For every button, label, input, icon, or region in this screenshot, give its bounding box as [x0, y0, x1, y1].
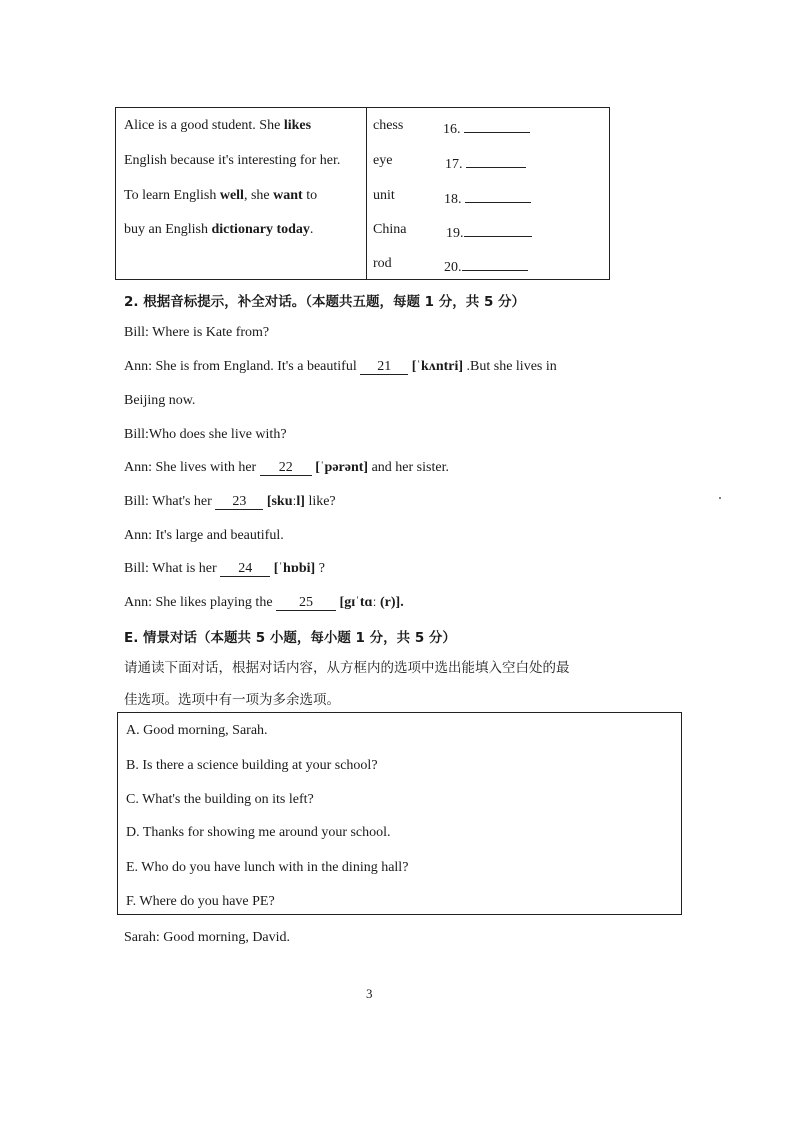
answer-16	[443, 118, 530, 138]
word-rod: rod	[373, 256, 392, 271]
passage-line-3	[124, 188, 317, 204]
phonetic-23: [skuːl]	[266, 494, 305, 509]
passage-line-2: English because it's interesting for her.	[124, 153, 341, 168]
dialog-line	[124, 561, 325, 577]
page-number: 3	[366, 986, 373, 1001]
word-unit: unit	[373, 188, 395, 203]
phonetic-24: [ˈhɒbi]	[273, 561, 316, 576]
section-e-instruction: 佳选项。选项中有一项为多余选项。	[124, 692, 340, 708]
word-chess: chess	[373, 118, 404, 133]
answer-blank[interactable]	[462, 256, 528, 271]
dialog-text: .But she lives in	[463, 359, 557, 374]
passage-line-1	[124, 118, 311, 134]
dialog-line: Bill:Who does she live with?	[124, 427, 287, 442]
item-number: 18.	[444, 192, 462, 207]
blank-24[interactable]: 24	[220, 562, 270, 577]
option-c[interactable]: C. What's the building on its left?	[126, 792, 314, 807]
passage-word-dictionary: dictionary	[211, 222, 273, 237]
phonetic-25: [gɪˈtɑː (r)].	[339, 595, 404, 610]
option-f[interactable]: F. Where do you have PE?	[126, 894, 275, 909]
passage-word-likes: likes	[283, 118, 312, 133]
answer-19	[446, 222, 532, 242]
item-number: 17.	[445, 157, 463, 172]
answer-blank[interactable]	[466, 153, 526, 168]
dialog-line	[124, 460, 449, 476]
blank-21[interactable]: 21	[360, 360, 408, 375]
dialog-line	[124, 494, 336, 510]
dialog-line: Sarah: Good morning, David.	[124, 930, 291, 945]
passage-text: buy an English	[124, 222, 212, 237]
passage-text: , she	[243, 188, 274, 203]
option-e[interactable]: E. Who do you have lunch with in the dining hall?	[126, 860, 409, 875]
dialog-line: Beijing now.	[124, 393, 196, 408]
passage-word-well: well	[219, 188, 244, 203]
option-b[interactable]: B. Is there a science building at your school?	[126, 758, 378, 773]
blank-25[interactable]: 25	[276, 596, 336, 611]
passage-word-today: today	[276, 222, 310, 237]
dialog-line: Ann: It's large and beautiful.	[124, 528, 284, 543]
passage-text: to	[302, 188, 318, 203]
passage-line-4	[124, 222, 313, 238]
options-box	[117, 712, 682, 915]
dialog-text: Ann: She likes playing the	[124, 595, 277, 610]
blank-23[interactable]: 23	[215, 495, 263, 510]
answer-17	[445, 153, 526, 173]
dialog-text: like?	[304, 494, 336, 509]
passage-text: .	[309, 222, 314, 237]
dialog-line: Bill: Where is Kate from?	[124, 325, 270, 340]
item-number: 19.	[446, 226, 464, 241]
table-divider	[366, 108, 367, 279]
option-a[interactable]: A. Good morning, Sarah.	[126, 723, 268, 738]
dialog-line	[124, 595, 404, 611]
section-e-instruction: 请通读下面对话，根据对话内容，从方框内的选项中选出能填入空白处的最	[124, 660, 570, 676]
dialog-text: ?	[315, 561, 325, 576]
scan-speck	[719, 497, 721, 499]
section-2-title: 2. 根据音标提示，补全对话。（本题共五题，每题 1 分，共 5 分）	[124, 294, 526, 310]
answer-blank[interactable]	[465, 188, 531, 203]
passage-text: To learn English	[124, 188, 220, 203]
dialog-text: Bill: What is her	[124, 561, 221, 576]
phonetic-21: [ˈkʌntri]	[411, 359, 464, 374]
dialog-text: and her sister.	[368, 460, 449, 475]
passage-text: Alice is a good student. She	[124, 118, 284, 133]
option-d[interactable]: D. Thanks for showing me around your school.	[126, 825, 391, 840]
dialog-text: Ann: She lives with her	[124, 460, 260, 475]
blank-22[interactable]: 22	[260, 461, 312, 476]
answer-20	[444, 256, 528, 276]
answer-blank[interactable]	[464, 118, 530, 133]
phonetic-22: [ˈpərənt]	[315, 460, 369, 475]
dialog-text: Ann: She is from England. It's a beautiful	[124, 359, 361, 374]
dialog-line	[124, 359, 557, 375]
section-e-title: E. 情景对话（本题共 5 小题，每小题 1 分，共 5 分）	[124, 630, 456, 646]
dialog-text: Bill: What's her	[124, 494, 216, 509]
word-china: China	[373, 222, 407, 237]
item-number: 16.	[443, 122, 461, 137]
word-eye: eye	[373, 153, 393, 168]
item-number: 20.	[444, 260, 462, 275]
answer-blank[interactable]	[464, 222, 532, 237]
passage-word-want: want	[273, 188, 303, 203]
answer-18	[444, 188, 531, 208]
